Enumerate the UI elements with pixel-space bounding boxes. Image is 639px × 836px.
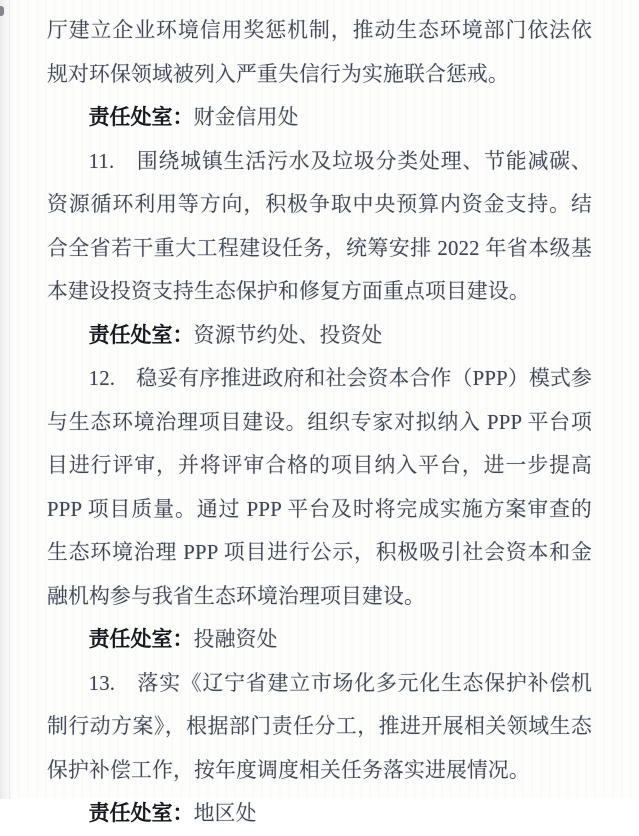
duty-line-regional xyxy=(47,792,592,836)
paragraph-item-11: 11. 围绕城镇生活污水及垃圾分类处理、节能减碳、资源循环利用等方向，积极争取中央预算内资金支持。结合全省若干重大工程建设任务，统筹安排 2022 年省本级基本建设投资支持生态保护和修复方面重点项目建设。 xyxy=(47,149,592,303)
paragraph-continuation: 厅建立企业环境信用奖惩机制，推动生态环境部门依法依规对环保领域被列入严重失信行为实施联合惩戒。 xyxy=(47,19,592,86)
duty-line-resource-investment xyxy=(47,314,592,358)
duty-office-value: 地区处 xyxy=(193,802,257,825)
duty-office-value: 投融资处 xyxy=(193,628,278,651)
duty-line-investment-financing xyxy=(47,618,592,662)
scan-corner-speck xyxy=(0,6,4,16)
duty-line-finance-credit xyxy=(47,96,592,140)
paragraph-item-12: 12. 稳妥有序推进政府和社会资本合作（PPP）模式参与生态环境治理项目建设。组织专家对拟纳入 PPP 平台项目进行评审，并将评审合格的项目纳入平台，进一步提高 PPP 项目质量。通过 PPP 平台及时将完成实施方案审查的生态环境治理 PPP 项目进行公示，积极吸引社会资本和金融机构参与我省生态环境治理项目建设。 xyxy=(47,367,592,608)
duty-office-value: 资源节约处、投资处 xyxy=(193,323,383,347)
duty-office-value: 财金信用处 xyxy=(193,106,299,129)
scan-edge-shade xyxy=(0,0,12,799)
scan-line-artifact xyxy=(9,0,10,799)
duty-office-label: 责任处室： xyxy=(88,323,194,347)
duty-office-label: 责任处室： xyxy=(88,106,194,129)
duty-office-label: 责任处室： xyxy=(88,628,194,651)
paragraph-item-13: 13. 落实《辽宁省建立市场化多元化生态保护补偿机制行动方案》，根据部门责任分工，推进开展相关领域生态保护补偿工作，按年度调度相关任务落实进展情况。 xyxy=(47,671,592,782)
duty-office-label: 责任处室： xyxy=(88,802,194,825)
document-content xyxy=(47,9,592,836)
